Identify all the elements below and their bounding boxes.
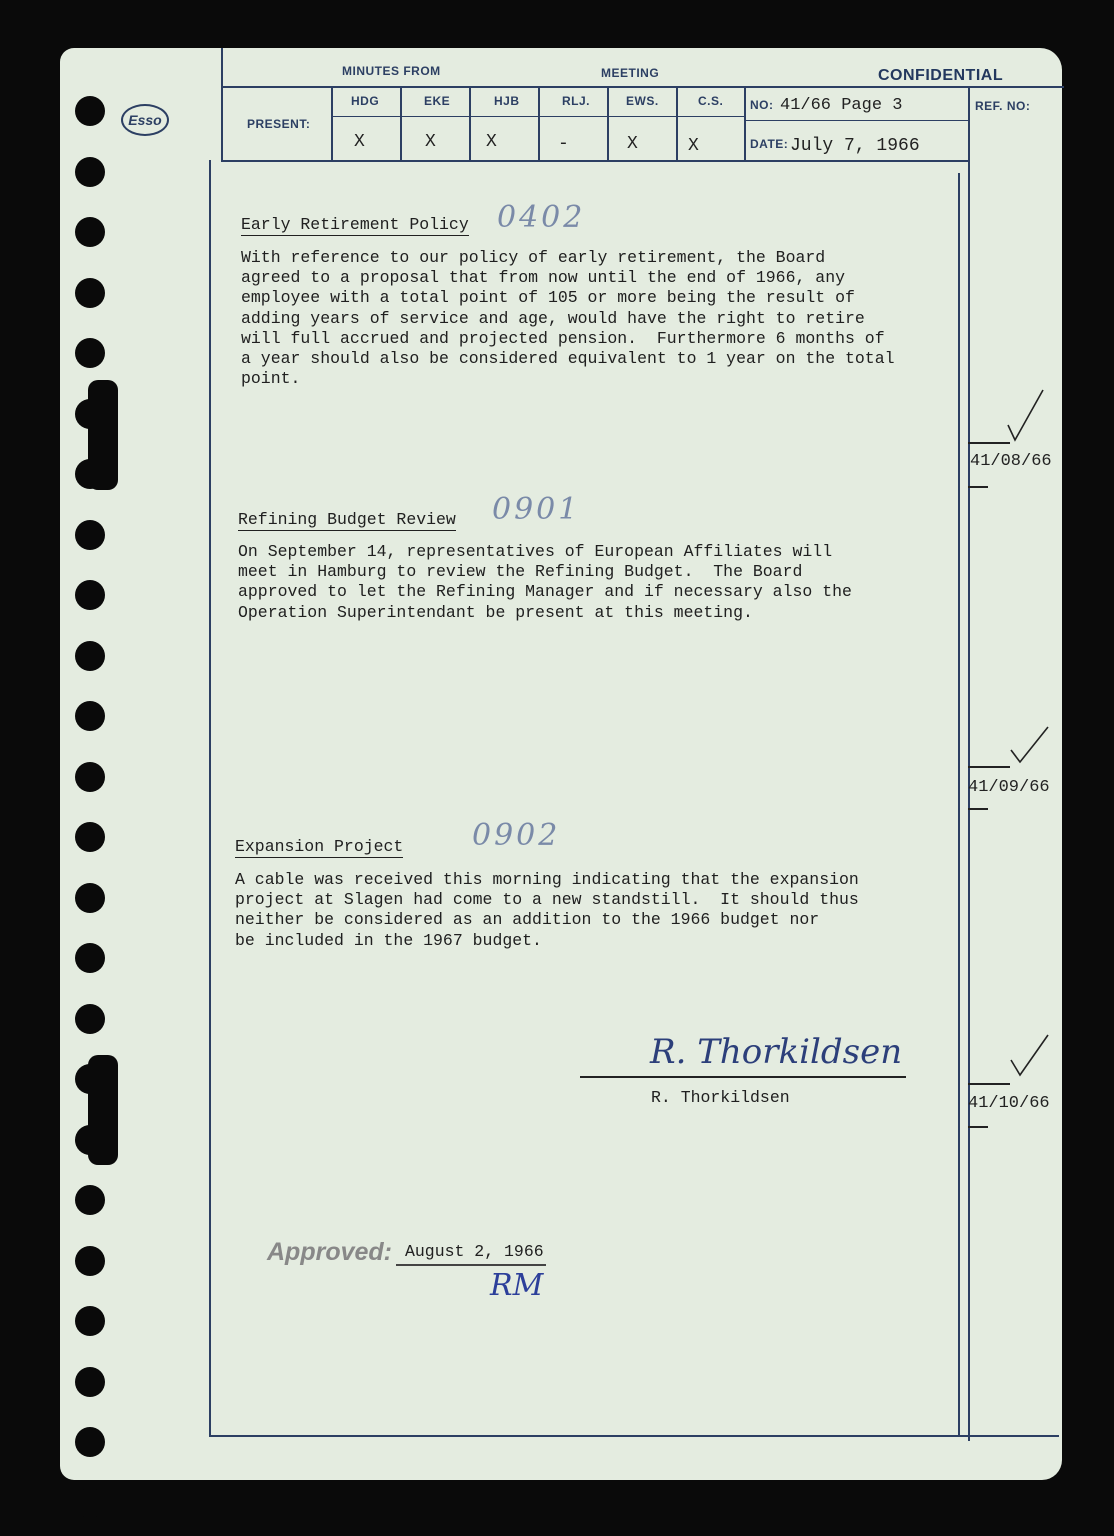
header-vrule [538, 86, 540, 161]
section-code: 0902 [472, 818, 561, 853]
body-line: neither be considered as an addition to the 1966 budget nor [235, 910, 820, 930]
binder-hole [75, 1427, 105, 1457]
section-heading: Refining Budget Review [238, 510, 456, 529]
ref-rule [968, 766, 1010, 768]
meeting-date: July 7, 1966 [790, 136, 920, 156]
header-vrule [676, 86, 678, 161]
body-line: will full accrued and projected pension. Furthermore 6 months of [241, 328, 885, 348]
binder-tape [88, 1055, 118, 1165]
binder-hole [75, 278, 105, 308]
header-vrule [400, 86, 402, 161]
binder-hole [75, 822, 105, 852]
section-heading: Early Retirement Policy [241, 215, 469, 234]
body-line: point. [241, 369, 301, 389]
attendee-mark: X [354, 132, 365, 152]
check-mark-icon [1008, 1030, 1053, 1080]
binder-hole [75, 1185, 105, 1215]
body-frame [209, 1435, 1059, 1437]
check-mark-icon [1005, 385, 1050, 445]
binder-hole [75, 762, 105, 792]
binder-hole [75, 1306, 105, 1336]
body-frame [209, 160, 211, 1436]
body-frame [958, 173, 960, 1436]
binder-hole [75, 520, 105, 550]
binder-hole [75, 580, 105, 610]
confidential-label: CONFIDENTIAL [878, 67, 1004, 84]
attendee-initials: EKE [424, 94, 451, 108]
ref-rule [968, 442, 1010, 444]
body-line: employee with a total point of 105 or more being the result of [241, 288, 855, 308]
section-body [241, 248, 895, 389]
approval-initials: RM [490, 1268, 544, 1303]
body-line: approved to let the Refining Manager and if necessary also the [238, 582, 852, 602]
attendee-initials: C.S. [698, 94, 724, 108]
binder-hole [75, 1488, 105, 1518]
approval-line [396, 1264, 546, 1266]
body-line: adding years of service and age, would have the right to retire [241, 308, 865, 328]
minutes-from-label: MINUTES FROM [342, 64, 441, 78]
section-heading: Expansion Project [235, 837, 404, 856]
binder-hole [75, 701, 105, 731]
binder-hole [75, 1246, 105, 1276]
header-vrule [607, 86, 609, 161]
attendee-initials: HDG [351, 94, 380, 108]
ref-rule [968, 1083, 1010, 1085]
body-line: project at Slagen had come to a new standstill. It should thus [235, 890, 859, 910]
section-body [238, 542, 852, 623]
handwritten-signature: R. Thorkildsen [650, 1032, 903, 1072]
header-rule [221, 160, 968, 162]
section-code: 0402 [497, 200, 586, 235]
signatory-name: R. Thorkildsen [651, 1088, 790, 1107]
binder-hole [75, 338, 105, 368]
attendee-mark: X [627, 134, 638, 154]
attendee-initials: RLJ. [562, 94, 591, 108]
section-code: 0901 [492, 492, 581, 527]
header-rule [221, 86, 1064, 88]
ref-rule [968, 808, 988, 810]
binder-hole [75, 641, 105, 671]
binder-hole [75, 943, 105, 973]
binder-hole [75, 1367, 105, 1397]
approved-label: Approved: [267, 1238, 392, 1266]
no-label: NO: [750, 98, 774, 112]
ref-no-label: REF. NO: [975, 99, 1031, 113]
body-line: A cable was received this morning indicating that the expansion [235, 870, 859, 889]
signature-line [580, 1076, 906, 1078]
header-vrule [331, 86, 333, 161]
section-body [235, 870, 859, 951]
header-vrule [968, 86, 970, 1441]
meeting-label: MEETING [601, 66, 660, 80]
binder-hole [75, 1004, 105, 1034]
binder-hole [75, 883, 105, 913]
header-vrule [469, 86, 471, 161]
body-line: Operation Superintendant be present at this meeting. [238, 602, 753, 622]
body-line: With reference to our policy of early retirement, the Board [241, 248, 826, 267]
header-vrule [744, 86, 746, 161]
check-mark-icon [1008, 722, 1053, 767]
present-label: PRESENT: [247, 117, 311, 131]
body-line: On September 14, representatives of European Affiliates will [238, 542, 833, 561]
approval-date: August 2, 1966 [405, 1242, 544, 1261]
binder-hole [75, 96, 105, 126]
binder-hole [75, 217, 105, 247]
body-line: meet in Hamburg to review the Refining Budget. The Board [238, 562, 803, 582]
minutes-number: 41/66 Page 3 [780, 96, 903, 115]
attendee-initials: HJB [494, 94, 520, 108]
body-line: agreed to a proposal that from now until the end of 1966, any [241, 268, 845, 288]
header-vrule [221, 48, 223, 161]
attendee-mark: X [425, 132, 436, 152]
body-line: a year should also be considered equivalent to 1 year on the total [241, 349, 895, 369]
header-rule [744, 120, 968, 121]
binder-tape [88, 380, 118, 490]
binder-hole [75, 157, 105, 187]
attendee-mark: - [558, 134, 569, 154]
attendee-mark: X [486, 132, 497, 152]
ref-number: 41/09/66 [968, 778, 1050, 797]
attendee-initials: EWS. [626, 94, 659, 108]
attendee-mark: X [688, 136, 699, 156]
ref-rule [968, 486, 988, 488]
body-line: be included in the 1967 budget. [235, 930, 542, 950]
ref-rule [968, 1126, 988, 1128]
ref-number: 41/10/66 [968, 1094, 1050, 1113]
date-label: DATE: [750, 137, 789, 151]
ref-number: 41/08/66 [970, 452, 1052, 471]
esso-logo: Esso [121, 104, 169, 136]
